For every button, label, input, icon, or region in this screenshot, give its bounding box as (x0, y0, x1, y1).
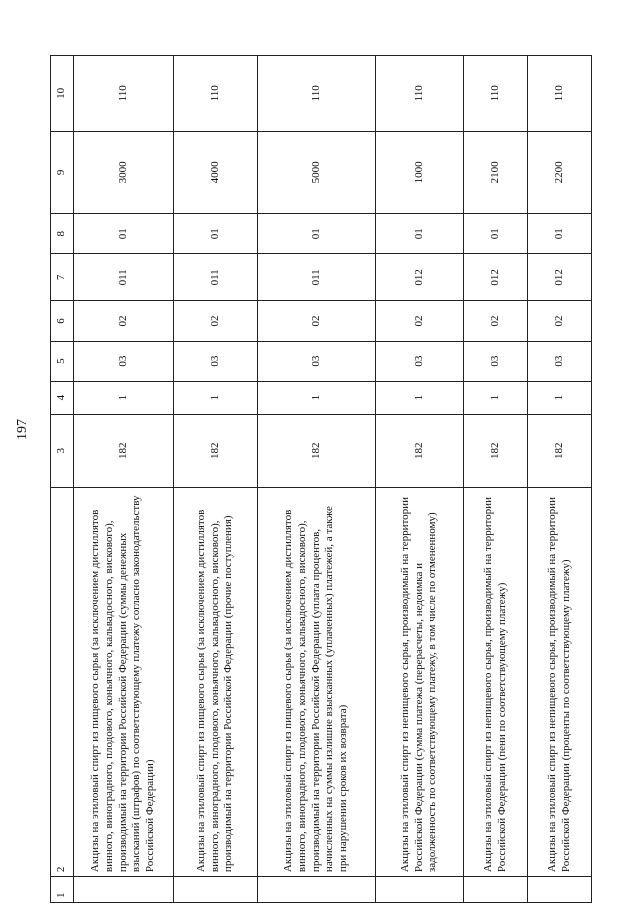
cell-group: 1 (528, 381, 592, 414)
cell-classification: 110 (258, 56, 376, 132)
cell-classification: 110 (376, 56, 464, 132)
header-col-1: 1 (51, 877, 74, 903)
header-col-10: 10 (51, 56, 74, 132)
cell-group: 1 (174, 381, 258, 414)
cell-article: 02 (376, 301, 464, 341)
cell-subgroup: 03 (258, 341, 376, 381)
table-row (74, 56, 174, 903)
cell-article: 02 (464, 301, 528, 341)
cell-article: 02 (258, 301, 376, 341)
cell-classification: 110 (174, 56, 258, 132)
cell-classification: 110 (528, 56, 592, 132)
cell-col-1 (74, 877, 174, 903)
cell-col-1 (376, 877, 464, 903)
cell-article: 02 (74, 301, 174, 341)
cell-article: 02 (528, 301, 592, 341)
cell-element: 01 (74, 214, 174, 254)
header-col-8: 8 (51, 214, 74, 254)
table-row (376, 56, 464, 903)
cell-article: 02 (174, 301, 258, 341)
cell-subarticle: 011 (258, 254, 376, 301)
cell-subarticle: 012 (528, 254, 592, 301)
table-row (528, 56, 592, 903)
cell-program: 3000 (74, 131, 174, 214)
cell-description: Акцизы на этиловый спирт из непищевого сырья, производимый на территории Российской Федерации (проценты по соответствующему платежу) (528, 487, 592, 876)
cell-program: 2100 (464, 131, 528, 214)
header-col-5: 5 (51, 341, 74, 381)
cell-group: 1 (464, 381, 528, 414)
cell-subgroup: 03 (376, 341, 464, 381)
cell-description: Акцизы на этиловый спирт из пищевого сырья (за исключением дистиллятов винного, виноградного, плодового, коньячного, кальвадосного, вискового), производимый на территории Российской Федерации (прочие поступления) (174, 487, 258, 876)
cell-admin-code: 182 (174, 414, 258, 487)
header-row (51, 56, 74, 903)
cell-classification: 110 (74, 56, 174, 132)
cell-col-1 (528, 877, 592, 903)
cell-description: Акцизы на этиловый спирт из непищевого сырья, производимый на территории Российской Федерации (пени по соответствующему платежу) (464, 487, 528, 876)
cell-admin-code: 182 (258, 414, 376, 487)
cell-col-1 (464, 877, 528, 903)
budget-code-table (50, 55, 592, 903)
cell-element: 01 (528, 214, 592, 254)
cell-subarticle: 012 (464, 254, 528, 301)
cell-subgroup: 03 (528, 341, 592, 381)
table-row (258, 56, 376, 903)
cell-subgroup: 03 (464, 341, 528, 381)
cell-program: 4000 (174, 131, 258, 214)
cell-subarticle: 011 (74, 254, 174, 301)
cell-col-1 (174, 877, 258, 903)
cell-element: 01 (376, 214, 464, 254)
cell-element: 01 (258, 214, 376, 254)
header-col-6: 6 (51, 301, 74, 341)
cell-subarticle: 011 (174, 254, 258, 301)
cell-group: 1 (258, 381, 376, 414)
cell-element: 01 (464, 214, 528, 254)
cell-subgroup: 03 (74, 341, 174, 381)
cell-subarticle: 012 (376, 254, 464, 301)
table-row (174, 56, 258, 903)
page-number: 197 (15, 419, 30, 440)
cell-col-1 (258, 877, 376, 903)
cell-element: 01 (174, 214, 258, 254)
cell-program: 1000 (376, 131, 464, 214)
header-col-7: 7 (51, 254, 74, 301)
cell-description: Акцизы на этиловый спирт из пищевого сырья (за исключением дистиллятов винного, виноградного, плодового, коньячного, кальвадосного, вискового), производимый на территории Российской Федерации (уплата процентов, начисленных на суммы излишне взысканных (уплаченных) платежей, а также при нарушении сроков их возврата) (258, 487, 376, 876)
cell-description: Акцизы на этиловый спирт из непищевого сырья, производимый на территории Российской Федерации (сумма платежа (перерасчеты, недоимка и задолженность по соответствующему платежу, в том числе по отмененному) (376, 487, 464, 876)
cell-description: Акцизы на этиловый спирт из пищевого сырья (за исключением дистиллятов винного, виноградного, плодового, коньячного, кальвадосного, вискового), производимый на территории Российской Федерации (суммы денежных взысканий (штрафов) по соответствующему платежу согласно законодательству Российской Федерации) (74, 487, 174, 876)
header-col-2: 2 (51, 487, 74, 876)
cell-program: 2200 (528, 131, 592, 214)
cell-group: 1 (376, 381, 464, 414)
cell-admin-code: 182 (74, 414, 174, 487)
header-col-4: 4 (51, 381, 74, 414)
table-row (464, 56, 528, 903)
cell-admin-code: 182 (528, 414, 592, 487)
cell-admin-code: 182 (464, 414, 528, 487)
cell-program: 5000 (258, 131, 376, 214)
cell-classification: 110 (464, 56, 528, 132)
budget-code-table-rotated (50, 55, 600, 903)
cell-subgroup: 03 (174, 341, 258, 381)
header-col-9: 9 (51, 131, 74, 214)
cell-admin-code: 182 (376, 414, 464, 487)
cell-group: 1 (74, 381, 174, 414)
header-col-3: 3 (51, 414, 74, 487)
